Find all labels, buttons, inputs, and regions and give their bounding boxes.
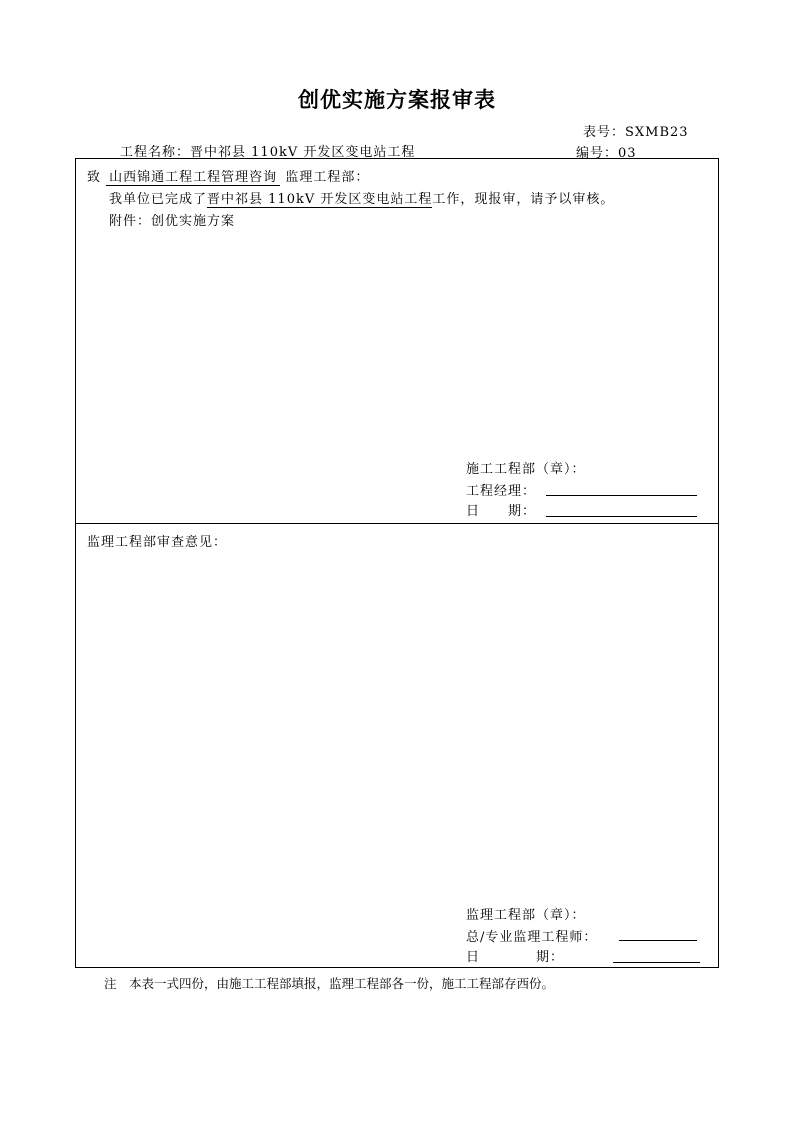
review-date-label: 日 期： xyxy=(466,950,565,965)
statement-suffix: 工作，现报审，请予以审核。 xyxy=(432,192,615,207)
supervisor-stamp-label: 监理工程部（章）： xyxy=(466,908,586,923)
footnote: 注 本表一式四份，由施工工程部填报，监理工程部各一份，施工工程部存西份。 xyxy=(104,976,555,991)
submission-statement xyxy=(109,188,614,207)
form-number: 表号：SXMB23 xyxy=(583,125,689,140)
project-manager-signature-line xyxy=(546,495,697,496)
form-table xyxy=(75,158,719,968)
addressee-org: 山西锦通工程工程管理咨询 xyxy=(106,170,280,186)
attachment-line: 附件：创优实施方案 xyxy=(109,214,236,229)
addressee-suffix: 监理工程部： xyxy=(285,170,370,185)
statement-prefix: 我单位已完成了 xyxy=(109,192,208,207)
project-manager-label: 工程经理： xyxy=(466,484,537,499)
addressee-line xyxy=(87,166,369,185)
statement-project: 晋中祁县 110kV 开发区变电站工程 xyxy=(207,192,433,207)
submit-date-label: 日 期： xyxy=(466,504,537,519)
section-divider xyxy=(76,523,718,524)
serial-number: 编号：03 xyxy=(576,146,637,161)
project-name-value: 晋中祁县 110kV 开发区变电站工程 xyxy=(190,145,416,160)
review-date-line xyxy=(613,962,700,963)
supervising-engineer-label: 总/专业监理工程师： xyxy=(466,930,598,945)
submit-date-line xyxy=(546,516,697,517)
page-title: 创优实施方案报审表 xyxy=(298,88,496,112)
project-name-label: 工程名称： xyxy=(120,145,191,160)
addressee-prefix: 致 xyxy=(87,170,102,185)
supervising-engineer-signature-line xyxy=(619,940,697,941)
review-opinion-heading: 监理工程部审查意见： xyxy=(87,535,228,550)
contractor-stamp-label: 施工工程部（章）： xyxy=(466,462,586,477)
